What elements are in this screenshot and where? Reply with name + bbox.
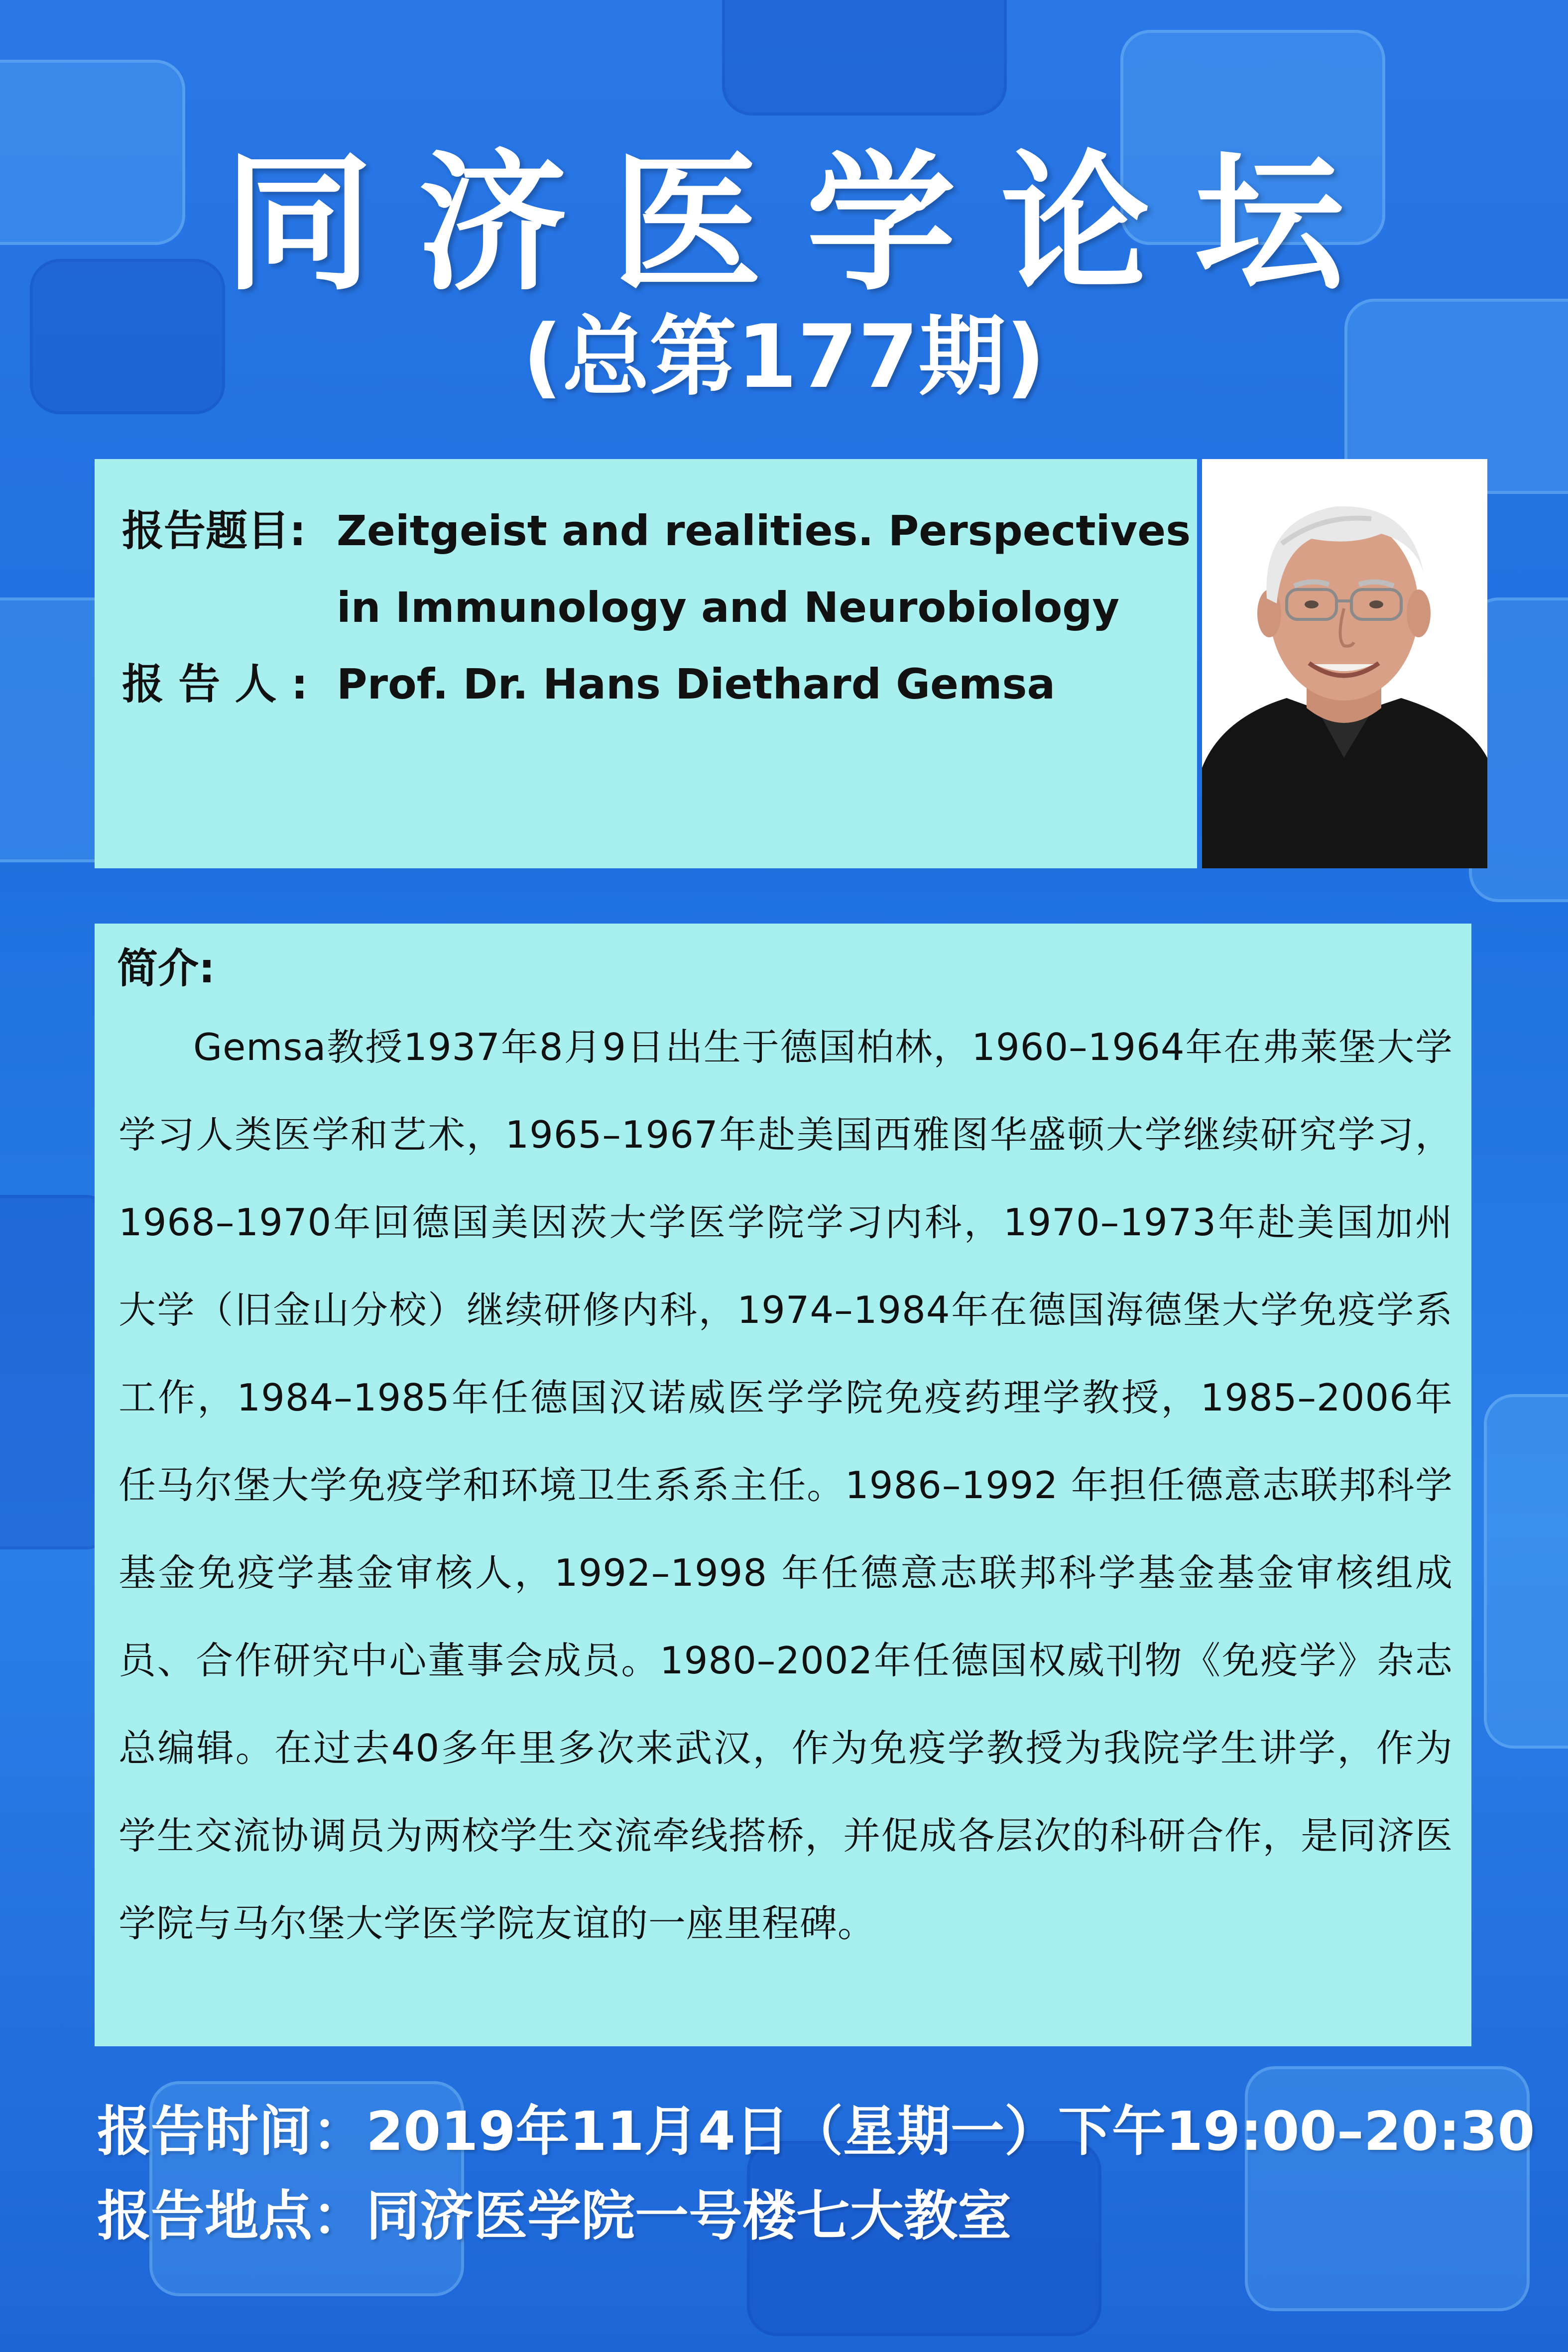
speaker-label: 报 告 人 : [122, 660, 308, 708]
talk-time: 报告时间：2019年11月4日（星期一）下午19:00–20:30 [97, 2101, 1535, 2163]
speaker-name: Prof. Dr. Hans Diethard Gemsa [337, 660, 1056, 708]
speaker-photo [1202, 459, 1487, 868]
speaker-row [122, 660, 1056, 708]
talk-info-panel [95, 459, 1197, 868]
introduction-panel [95, 924, 1471, 2046]
topic-row [122, 506, 1191, 555]
issue-number: (总第177期) [522, 307, 1046, 408]
talk-location: 报告地点：同济医学院一号楼七大教室 [97, 2185, 1012, 2247]
topic-label: 报告题目: [122, 506, 306, 555]
bg-tile [722, 0, 1007, 116]
bg-tile [1484, 1394, 1568, 1749]
topic-row-continued [122, 583, 1120, 632]
intro-text: Gemsa教授1937年8月9日出生于德国柏林，1960–1964年在弗莱堡大学学习人类医学和艺术，1965–1967年赴美国西雅图华盛顿大学继续研究学习，1968–1970年回德国美因茨大学医学院学习内科，1970–1973年赴美国加州大学（旧金山分校）继续研修内科，1974–1984年在德国海德堡大学免疫学系工作，1984–1985年任德国汉诺威医学学院免疫药理学教授，1985–2006年任马尔堡大学免疫学和环境卫生系系主任。1986–1992 年担任德意志联邦科学基金免疫学基金审核人，1992–1998 年任德意志联邦科学基金基金审核组成员、合作研究中心董事会成员。1980–2002年任德国权威刊物《免疫学》杂志总编辑。在过去40多年里多次来武汉，作为免疫学教授为我院学生讲学，作为学生交流协调员为两校学生交流牵线搭桥，并促成各层次的科研合作，是同济医学院与马尔堡大学医学院友谊的一座里程碑。 [119, 1025, 1453, 1945]
portrait-photo-icon [1202, 459, 1487, 868]
intro-heading: 简介: [117, 945, 215, 992]
topic-line-2: in Immunology and Neurobiology [337, 583, 1120, 632]
topic-line-1: Zeitgeist and realities. Perspectives [337, 506, 1191, 555]
poster-title: 同济医学论坛 [224, 137, 1389, 311]
